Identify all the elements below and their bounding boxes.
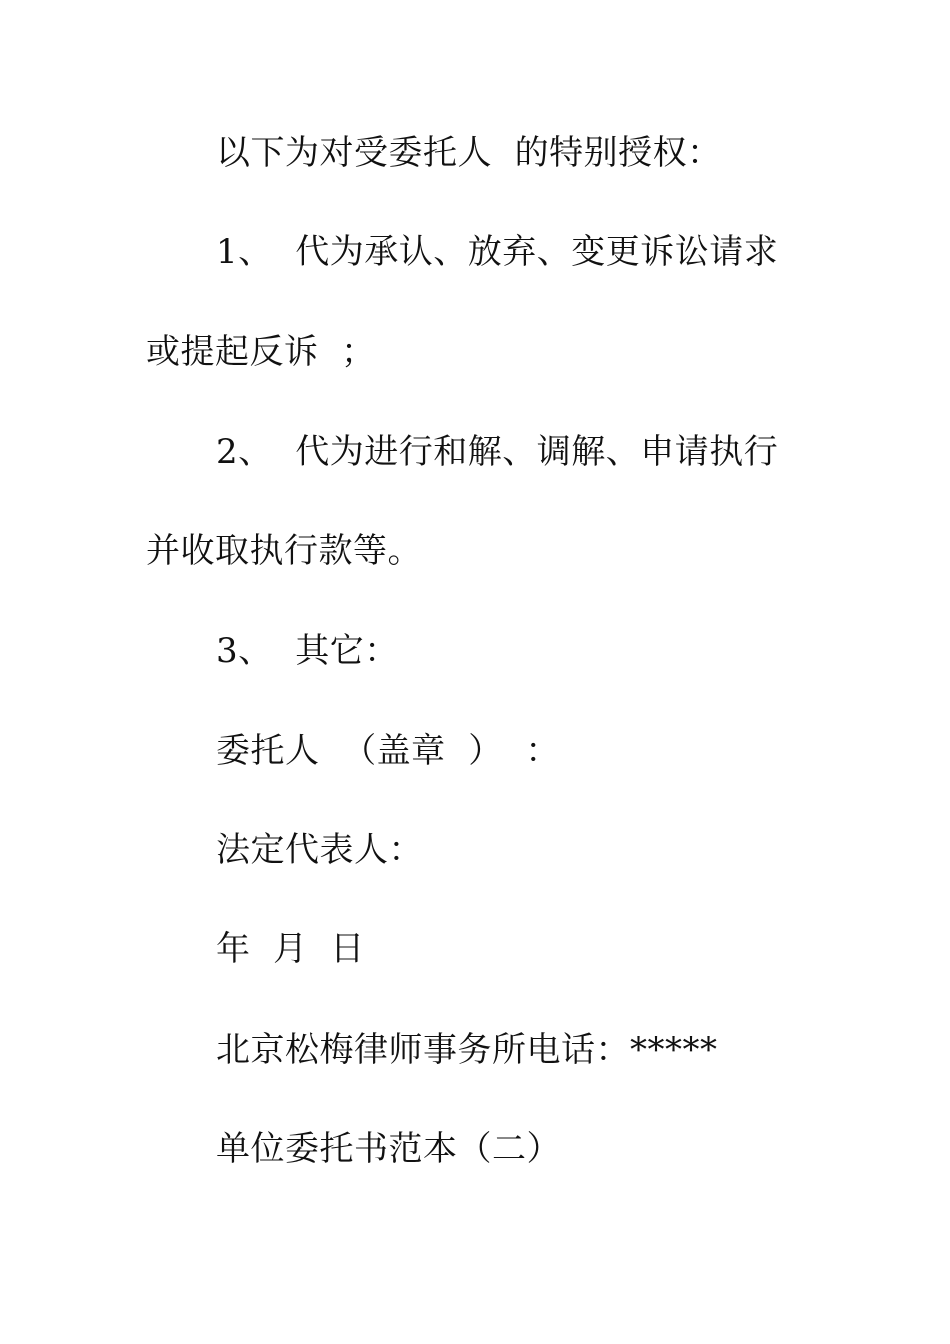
- authorization-item-2-continued: 并收取执行款等。: [146, 531, 422, 571]
- authorization-item-1-continued: 或提起反诉 ；: [146, 332, 376, 372]
- authorization-item-2: 2、 代为进行和解、调解、申请执行: [216, 432, 779, 472]
- legal-representative-line: 法定代表人：: [216, 830, 423, 870]
- template-title-2: 单位委托书范本（二）: [216, 1129, 561, 1169]
- date-line: 年 月 日: [216, 929, 365, 969]
- authorization-item-3: 3、 其它：: [216, 631, 399, 671]
- authorization-intro: 以下为对受委托人 的特别授权：: [216, 133, 722, 173]
- principal-seal-line: 委托人 （盖章 ） ：: [216, 731, 560, 771]
- authorization-item-1: 1、 代为承认、放弃、变更诉讼请求: [216, 232, 779, 272]
- law-firm-phone-line: 北京松梅律师事务所电话：*****: [216, 1030, 718, 1070]
